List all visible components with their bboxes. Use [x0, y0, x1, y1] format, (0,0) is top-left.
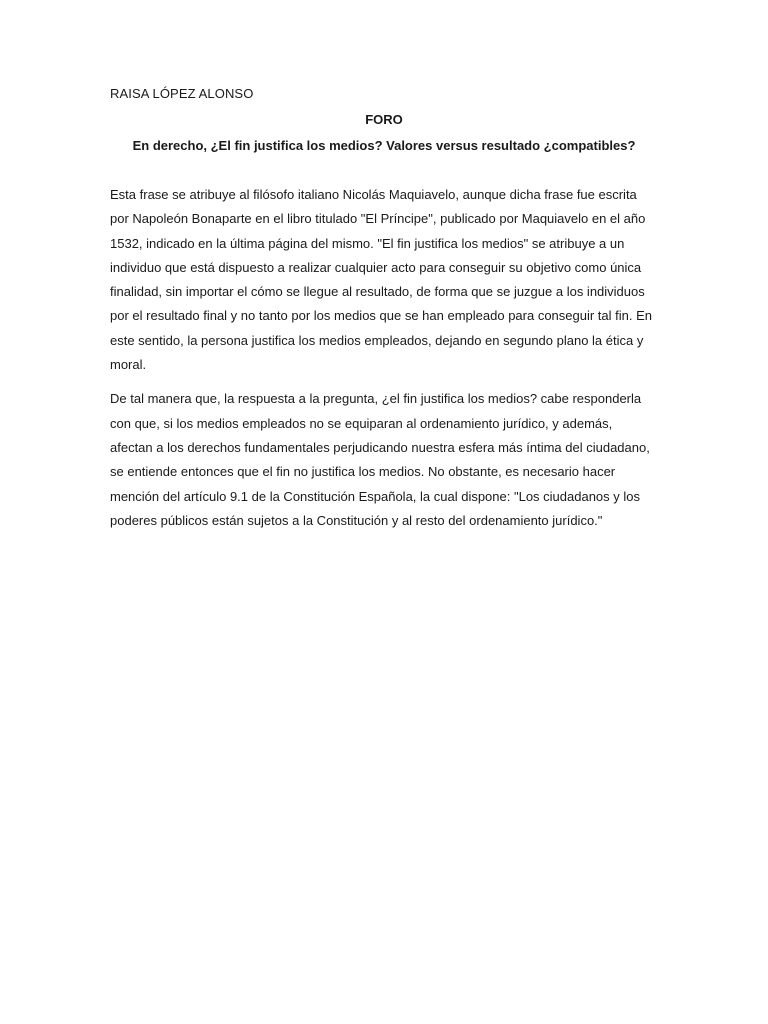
document-body: [110, 85, 658, 543]
paragraph-1: Esta frase se atribuye al filósofo italiano Nicolás Maquiavelo, aunque dicha frase fue escrita por Napoleón Bonaparte en el libro titulado "El Príncipe", publicado por Maquiavelo en el año 1532, indicado en la última página del mismo. "El fin justifica los medios" se atribuye a un individuo que está dispuesto a realizar cualquier acto para conseguir su objetivo como única finalidad, sin importar el cómo se llegue al resultado, de forma que se juzgue a los individuos por el resultado final y no tanto por los medios que se han empleado para conseguir tal fin. En este sentido, la persona justifica los medios empleados, dejando en segundo plano la ética y moral.: [110, 187, 653, 373]
author-name: RAISA LÓPEZ ALONSO: [110, 86, 254, 101]
paragraph-2: De tal manera que, la respuesta a la pregunta, ¿el fin justifica los medios? cabe responderla con que, si los medios empleados no se equiparan al ordenamiento jurídico, y además, afectan a los derechos fundamentales perjudicando nuestra esfera más íntima del ciudadano, se entiende entonces que el fin no justifica los medios. No obstante, es necesario hacer mención del artículo 9.1 de la Constitución Española, la cual dispone: "Los ciudadanos y los poderes públicos están sujetos a la Constitución y al resto del ordenamiento jurídico.": [110, 391, 650, 528]
document-title: En derecho, ¿El fin justifica los medios? Valores versus resultado ¿compatibles?: [132, 138, 636, 153]
forum-label: FORO: [365, 112, 403, 127]
